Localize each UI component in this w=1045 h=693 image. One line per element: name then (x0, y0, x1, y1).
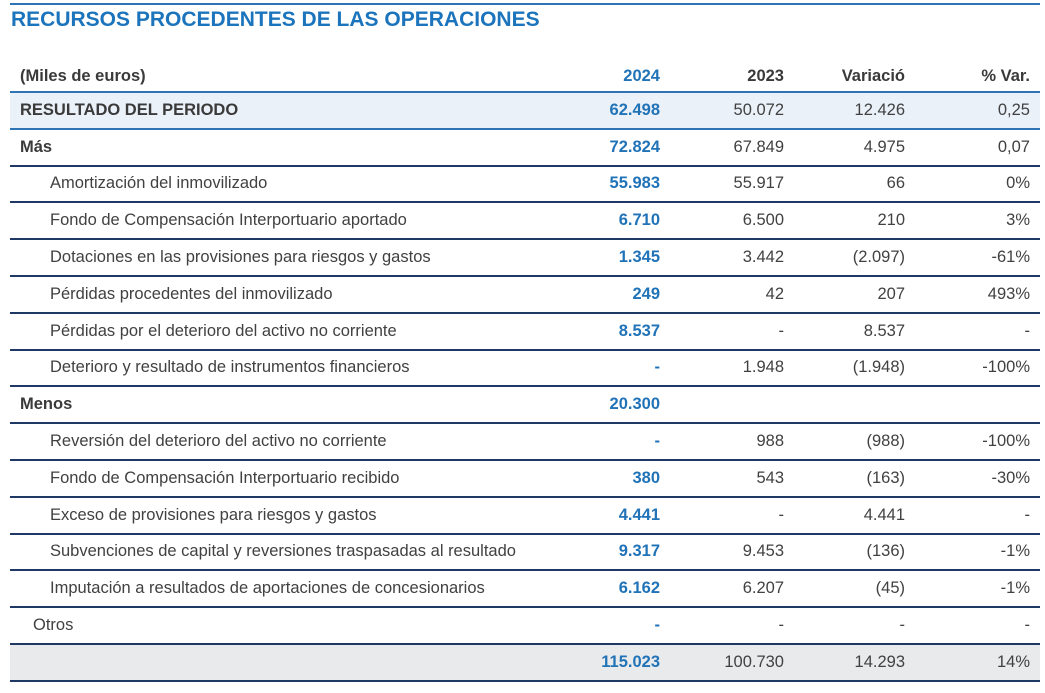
top-rule-divider (10, 3, 1040, 5)
value-variacio: (988) (866, 432, 905, 451)
value-2024: 62.498 (609, 100, 660, 119)
value-pct-var: -1% (1000, 542, 1030, 561)
col-header-variacio: Variació (841, 67, 905, 85)
value-2024: 72.824 (609, 137, 660, 156)
value-pct-var: -61% (991, 248, 1030, 267)
col-header-miles-de-euros: (Miles de euros) (20, 67, 146, 85)
value-2023: - (778, 505, 784, 524)
row-label: Dotaciones en las provisiones para riesgos y gastos (50, 248, 431, 267)
value-2024: 4.441 (618, 505, 660, 524)
value-variacio: 12.426 (854, 100, 905, 119)
value-2024: 115.023 (601, 652, 660, 671)
table-row (10, 387, 1040, 424)
value-variacio: (136) (866, 542, 905, 561)
page-title: RECURSOS PROCEDENTES DE LAS OPERACIONES (11, 8, 540, 31)
col-header-2023: 2023 (747, 67, 784, 85)
value-2024: 55.983 (609, 174, 660, 193)
value-2023: - (778, 321, 784, 340)
value-2023: 55.917 (733, 174, 784, 193)
value-2024: 380 (632, 468, 660, 487)
table-header-row (10, 62, 1040, 93)
row-label: Pérdidas por el deterioro del activo no corriente (50, 321, 397, 340)
value-pct-var: -100% (982, 432, 1030, 451)
table-row (10, 277, 1040, 314)
row-label: Reversión del deterioro del activo no corriente (50, 432, 387, 451)
value-2023: 9.453 (742, 542, 784, 561)
col-header-pct-var: % Var. (981, 67, 1030, 85)
table-row (10, 608, 1040, 645)
table-row (10, 535, 1040, 572)
value-variacio: (45) (875, 579, 905, 598)
value-variacio: 66 (886, 174, 905, 193)
value-2024: 20.300 (609, 395, 660, 414)
row-label: Deterioro y resultado de instrumentos financieros (50, 358, 410, 377)
value-pct-var: - (1024, 616, 1030, 635)
value-2023: 50.072 (733, 100, 784, 119)
value-2023: 543 (756, 468, 784, 487)
value-2024: 6.710 (618, 211, 660, 230)
row-label: Imputación a resultados de aportaciones de concesionarios (50, 579, 485, 598)
value-2024: 9.317 (618, 542, 660, 561)
value-variacio: 4.975 (863, 137, 905, 156)
row-label: Pérdidas procedentes del inmovilizado (50, 284, 333, 303)
table-row (10, 93, 1040, 130)
col-header-2024: 2024 (623, 67, 660, 85)
table-row (10, 498, 1040, 535)
value-2023: 1.948 (742, 358, 784, 377)
value-2024: - (654, 432, 660, 451)
value-2024: - (654, 616, 660, 635)
value-variacio: - (899, 616, 905, 635)
row-label: RESULTADO DEL PERIODO (20, 100, 239, 119)
value-2023: 67.849 (733, 137, 784, 156)
value-2023: 6.500 (742, 211, 784, 230)
value-pct-var: 0% (1006, 174, 1030, 193)
value-pct-var: -1% (1000, 579, 1030, 598)
value-2024: 8.537 (618, 321, 660, 340)
value-2024: 1.345 (618, 248, 660, 267)
row-label: Subvenciones de capital y reversiones traspasadas al resultado (50, 542, 516, 561)
value-2023: - (778, 616, 784, 635)
row-label: Amortización del inmovilizado (50, 174, 268, 193)
value-pct-var: 0,25 (997, 100, 1030, 119)
table-row (10, 130, 1040, 167)
table-row (10, 351, 1040, 388)
table-row (10, 314, 1040, 351)
value-variacio: 210 (877, 211, 905, 230)
value-pct-var: -30% (991, 468, 1030, 487)
value-pct-var: 14% (996, 652, 1030, 671)
table-row (10, 167, 1040, 204)
value-pct-var: 493% (987, 284, 1030, 303)
table-row (10, 424, 1040, 461)
table-row (10, 571, 1040, 608)
value-pct-var: -100% (982, 358, 1030, 377)
value-2024: - (654, 358, 660, 377)
table-row (10, 240, 1040, 277)
operations-funds-table (10, 62, 1040, 682)
table-body (10, 93, 1040, 682)
value-2023: 988 (756, 432, 784, 451)
value-variacio: (163) (866, 468, 905, 487)
value-2024: 6.162 (618, 579, 660, 598)
value-variacio: (1.948) (852, 358, 905, 377)
row-label: Otros (33, 616, 74, 635)
value-variacio: (2.097) (852, 248, 905, 267)
value-pct-var: - (1024, 505, 1030, 524)
table-row (10, 645, 1040, 682)
table-row (10, 461, 1040, 498)
value-2023: 42 (765, 284, 784, 303)
value-pct-var: 3% (1006, 211, 1030, 230)
value-2023: 100.730 (724, 652, 784, 671)
value-2024: 249 (632, 284, 660, 303)
row-label: Fondo de Compensación Interportuario recibido (50, 468, 400, 487)
value-pct-var: 0,07 (997, 137, 1030, 156)
value-2023: 3.442 (742, 248, 784, 267)
value-pct-var: - (1024, 321, 1030, 340)
value-variacio: 207 (877, 284, 905, 303)
value-variacio: 14.293 (854, 652, 905, 671)
row-label: Más (20, 137, 53, 156)
value-variacio: 8.537 (863, 321, 905, 340)
row-label: Fondo de Compensación Interportuario aportado (50, 211, 407, 230)
table-row (10, 203, 1040, 240)
row-label: Exceso de provisiones para riesgos y gastos (50, 505, 377, 524)
row-label: Menos (20, 395, 73, 414)
value-2023: 6.207 (742, 579, 784, 598)
value-variacio: 4.441 (863, 505, 905, 524)
